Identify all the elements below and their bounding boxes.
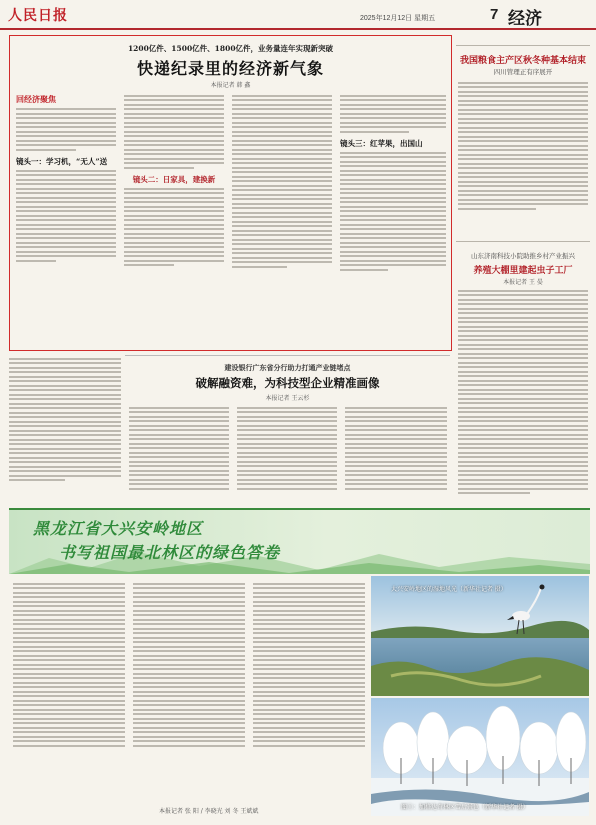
lead-subhead-2: 镜头二：日家具，建换新	[132, 174, 216, 184]
body-text-block	[458, 82, 588, 210]
lead-kicker: 1200亿件、1500亿件、1800亿件，业务量连年实现新突破	[127, 44, 334, 53]
middle-headline[interactable]: 破解融资难，为科技型企业精准画像	[195, 376, 380, 390]
lead-column-4	[340, 92, 446, 346]
lead-headline[interactable]: 快递纪录里的经济新气象	[136, 59, 324, 78]
body-text-block	[13, 583, 125, 747]
middle-column-2	[237, 404, 337, 504]
body-text-block	[253, 583, 365, 747]
lead-column-3	[232, 92, 332, 346]
feature-column-2	[133, 580, 245, 770]
body-text-block	[133, 583, 245, 747]
feature-banner	[9, 510, 590, 574]
issue-date: 2025年12月12日 星期五	[360, 15, 436, 22]
masthead	[0, 0, 596, 30]
body-text-block	[237, 407, 337, 490]
feature-byline: 本报记者 张 阳 / 李晓光 刘 冬 王斌斌	[159, 808, 259, 815]
lead-byline: 本报记者 韩 鑫	[210, 82, 251, 89]
right-bottom-headline[interactable]: 养殖大棚里建起虫子工厂	[473, 266, 573, 276]
page-number: 7	[490, 6, 499, 23]
feature-title-line2[interactable]: 书写祖国最北林区的绿色答卷	[59, 543, 281, 562]
right-top-body	[458, 79, 588, 229]
section-name: 经济	[508, 9, 542, 29]
right-bottom-byline: 本报记者 王 晏	[503, 279, 543, 286]
lead-subhead-3: 镜头三：红苹果，出国山	[340, 138, 423, 148]
lead-column-1	[16, 92, 116, 346]
photo-caption: 图①：加格达奇林区雪后景色（新华社记者 摄）	[401, 805, 529, 811]
lead-column-tag: 回经济聚焦	[16, 94, 56, 104]
feature-column-3	[253, 580, 365, 770]
photo-frost-forest[interactable]	[371, 698, 589, 816]
body-text-block	[232, 95, 332, 268]
feature-title-line1[interactable]: 黑龙江省大兴安岭地区	[33, 519, 204, 538]
body-text-block	[340, 152, 446, 271]
middle-article[interactable]	[125, 355, 450, 505]
lead-subhead-1: 镜头一：学习机，“无人”送	[16, 156, 108, 166]
lead-article[interactable]	[9, 35, 452, 351]
lead-column-2	[124, 92, 224, 346]
body-text-block	[124, 188, 224, 267]
middle-column-3	[345, 404, 447, 504]
feature-column-1	[13, 580, 125, 770]
lead-continuation	[9, 355, 121, 505]
divider	[456, 241, 590, 242]
body-text-block	[124, 95, 224, 169]
body-text-block	[345, 407, 447, 490]
right-top-headline[interactable]: 我国粮食主产区秋冬种基本结束	[459, 56, 586, 66]
wetland-image	[371, 576, 589, 696]
feature-article[interactable]	[9, 508, 590, 820]
middle-byline: 本报记者 王云杉	[265, 395, 310, 402]
right-bottom-body	[458, 287, 588, 527]
body-text-block	[9, 358, 121, 482]
body-text-block	[129, 407, 229, 490]
right-bottom-kicker: 山东济南科技小院助推乡村产业振兴	[471, 252, 575, 260]
body-text-block	[340, 95, 446, 133]
body-text-block	[16, 170, 116, 262]
divider	[456, 45, 590, 46]
newspaper-logo: 人民日报	[8, 8, 68, 24]
right-top-subtitle: 四川管理正有序展开	[493, 68, 553, 76]
photo-caption: 大兴安岭地区的湿地风光（新华社记者 摄）	[391, 587, 507, 593]
middle-column-1	[129, 404, 229, 504]
frost-forest-image	[371, 698, 589, 816]
middle-kicker: 建设银行广东省分行助力打通产业链堵点	[224, 363, 351, 372]
body-text-block	[16, 108, 116, 151]
body-text-block	[458, 290, 588, 495]
photo-wetland[interactable]	[371, 576, 589, 696]
